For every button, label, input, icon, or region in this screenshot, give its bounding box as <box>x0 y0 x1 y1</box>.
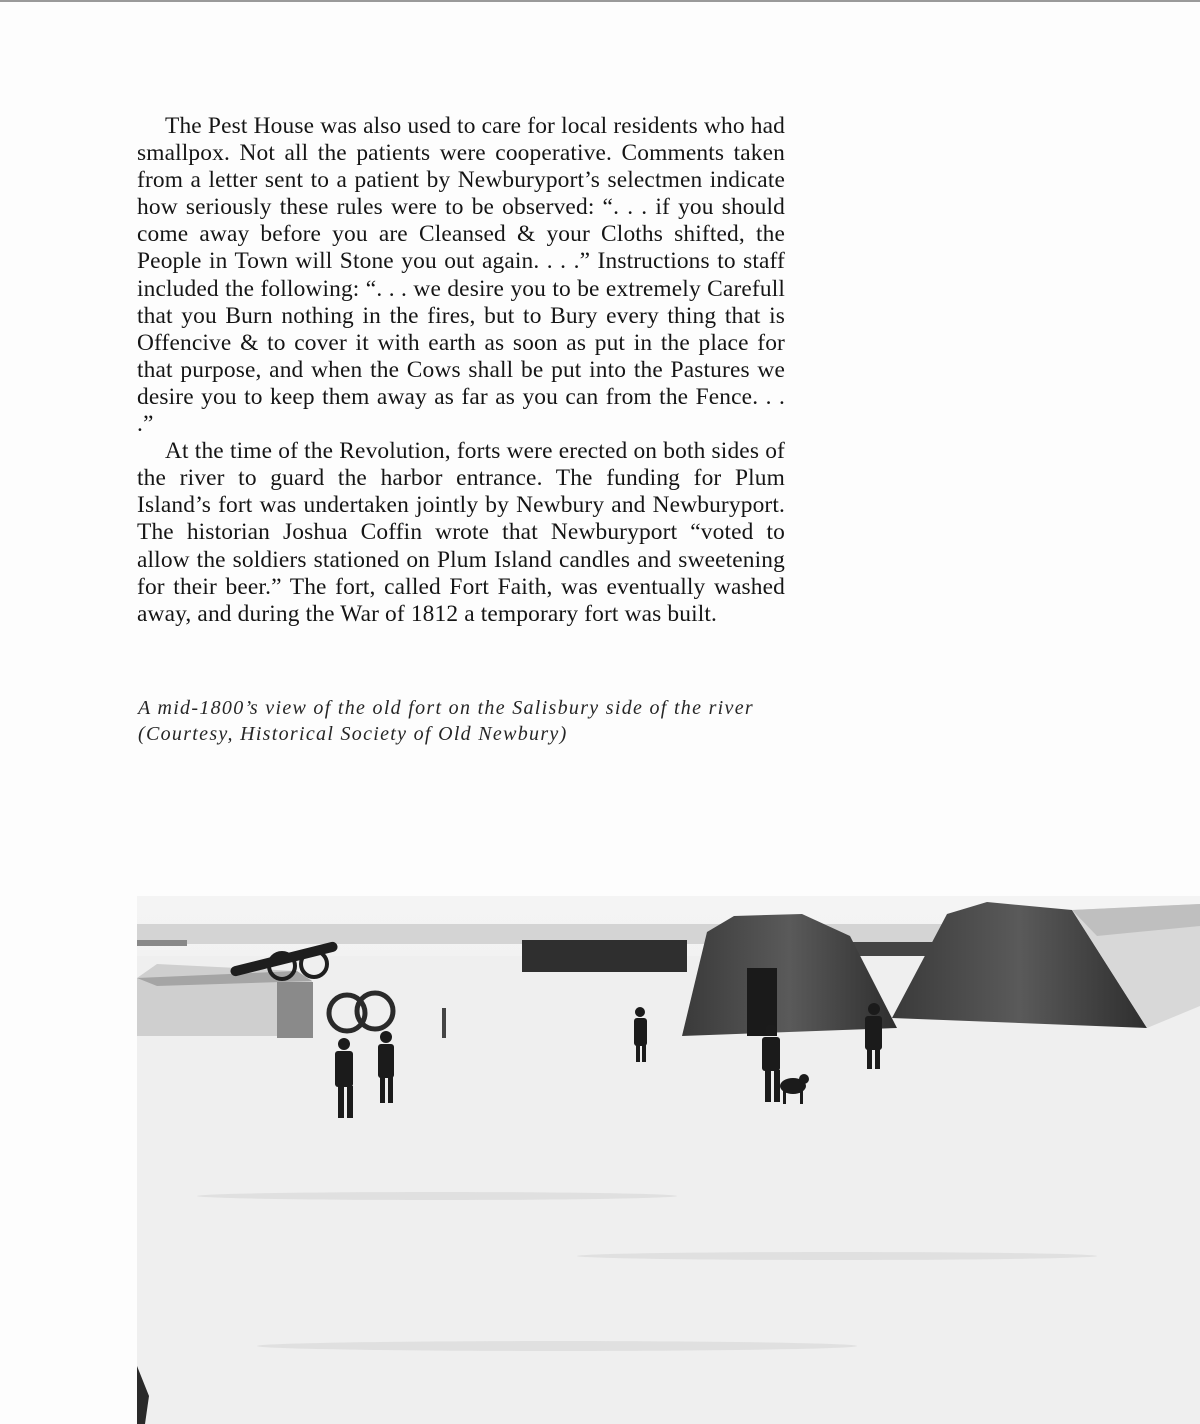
photo-caption: A mid-1800’s view of the old fort on the Salisbury side of the river (Courtesy, Historical Society of Old Newbury) <box>138 697 754 745</box>
paragraph-pest-house: The Pest House was also used to care for local residents who had smallpox. Not all the patients were cooperative. Comments taken from a letter sent to a patient by Newburyport’s selectmen indicate how seriously these rules were to be observed: “. . . if you should come away before you are Cleansed & your Cloths shifted, the People in Town will Stone you out again. . . .” Instructions to staff included the following: “. . . we desire you to be extremely Carefull that you Burn nothing in the fires, but to Bury every thing that is Offencive & to cover it with earth as soon as put in the place for that purpose, and when the Cows shall be put into the Pastures we desire you to keep them away as far as you can from the Fence. . . .” <box>137 113 785 438</box>
body-text <box>137 113 785 628</box>
fort-photograph <box>137 896 1200 1424</box>
page-top-edge <box>0 0 1200 2</box>
paragraph-revolution-forts: At the time of the Revolution, forts were erected on both sides of the river to guard the harbor entrance. The funding for Plum Island’s fort was undertaken jointly by Newbury and Newburyport. The historian Joshua Coffin wrote that Newburyport “voted to allow the soldiers stationed on Plum Island candles and sweetening for their beer.” The fort, called Fort Faith, was eventually washed away, and during the War of 1812 a temporary fort was built. <box>137 438 785 627</box>
